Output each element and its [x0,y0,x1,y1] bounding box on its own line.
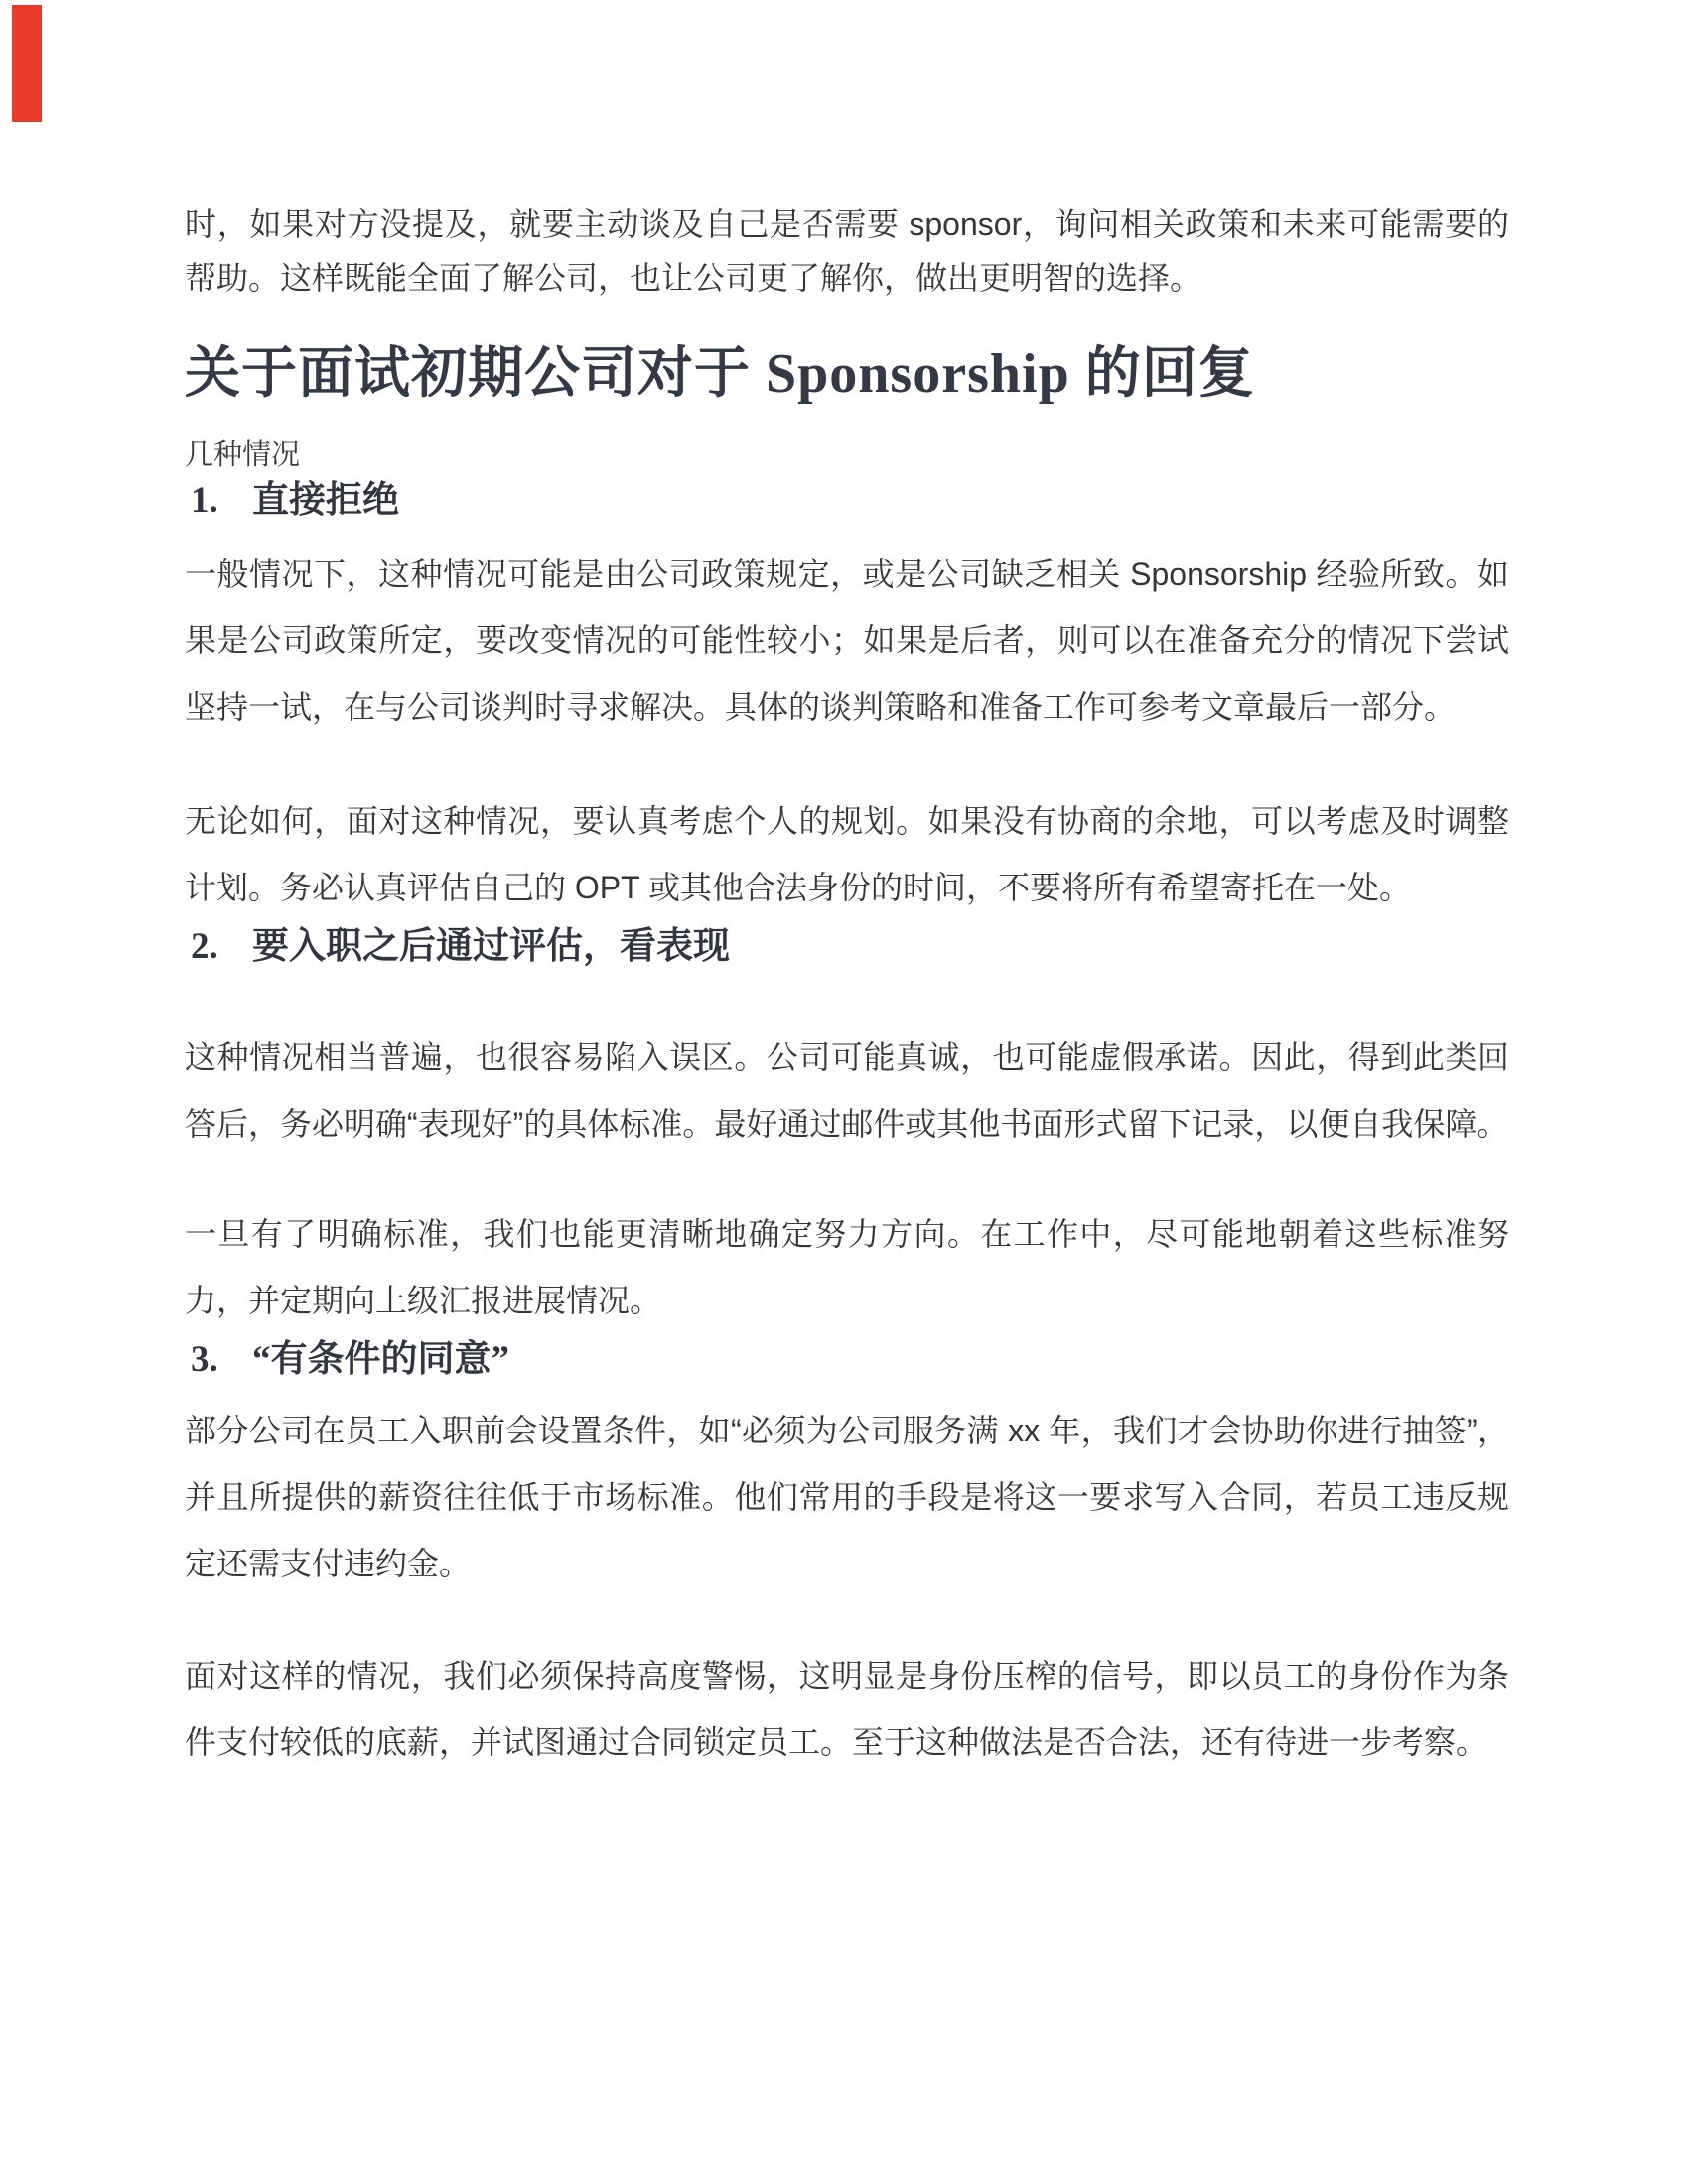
section-heading-label: “有条件的同意” [252,1339,509,1380]
page-content [185,0,1509,1776]
paragraph: 这种情况相当普遍，也很容易陷入误区。公司可能真诚，也可能虚假承诺。因此，得到此类回答后，务必明确“表现好”的具体标准。最好通过邮件或其他书面形式留下记录，以便自我保障。 [185,1039,1509,1142]
paragraph: 无论如何，面对这种情况，要认真考虑个人的规划。如果没有协商的余地，可以考虑及时调整计划。务必认真评估自己的 OPT 或其他合法身份的时间，不要将所有希望寄托在一处。 [185,803,1509,905]
paragraph: 面对这样的情况，我们必须保持高度警惕，这明显是身份压榨的信号，即以员工的身份作为条件支付较低的底薪，并试图通过合同锁定员工。至于这种做法是否合法，还有待进一步考察。 [185,1658,1509,1760]
section-heading [185,1334,1509,1386]
section-evaluate-after-onboarding [185,921,1509,1334]
section-direct-rejection [185,476,1509,921]
section-heading [185,921,1509,973]
paragraph: 一旦有了明确标准，我们也能更清晰地确定努力方向。在工作中，尽可能地朝着这些标准努力，并定期向上级汇报进展情况。 [185,1216,1509,1318]
section-conditional-agreement [185,1334,1509,1776]
section-heading-label: 要入职之后通过评估，看表现 [252,926,730,967]
section-heading [185,476,1509,527]
paragraph: 部分公司在员工入职前会设置条件，如“必须为公司服务满 xx 年，我们才会协助你进行抽签”，并且所提供的薪资往往低于市场标准。他们常用的手段是将这一要求写入合同，若员工违反规定还需支付违约金。 [185,1413,1509,1581]
red-corner-marker [12,5,42,122]
page-title: 关于面试初期公司对于 Sponsorship 的回复 [185,343,1255,405]
section-number: 1. [191,480,218,521]
intro-paragraph: 时，如果对方没提及，就要主动谈及自己是否需要 sponsor，询问相关政策和未来可能需要的帮助。这样既能全面了解公司，也让公司更了解你，做出更明智的选择。 [185,206,1509,296]
section-heading-label: 直接拒绝 [252,480,399,521]
paragraph: 一般情况下，这种情况可能是由公司政策规定，或是公司缺乏相关 Sponsorship 经验所致。如果是公司政策所定，要改变情况的可能性较小；如果是后者，则可以在准备充分的情况下尝试坚持一试，在与公司谈判时寻求解决。具体的谈判策略和准备工作可参考文章最后一部分。 [185,556,1509,725]
subtitle: 几种情况 [185,439,301,471]
section-number: 2. [191,926,218,967]
section-number: 3. [191,1339,218,1380]
